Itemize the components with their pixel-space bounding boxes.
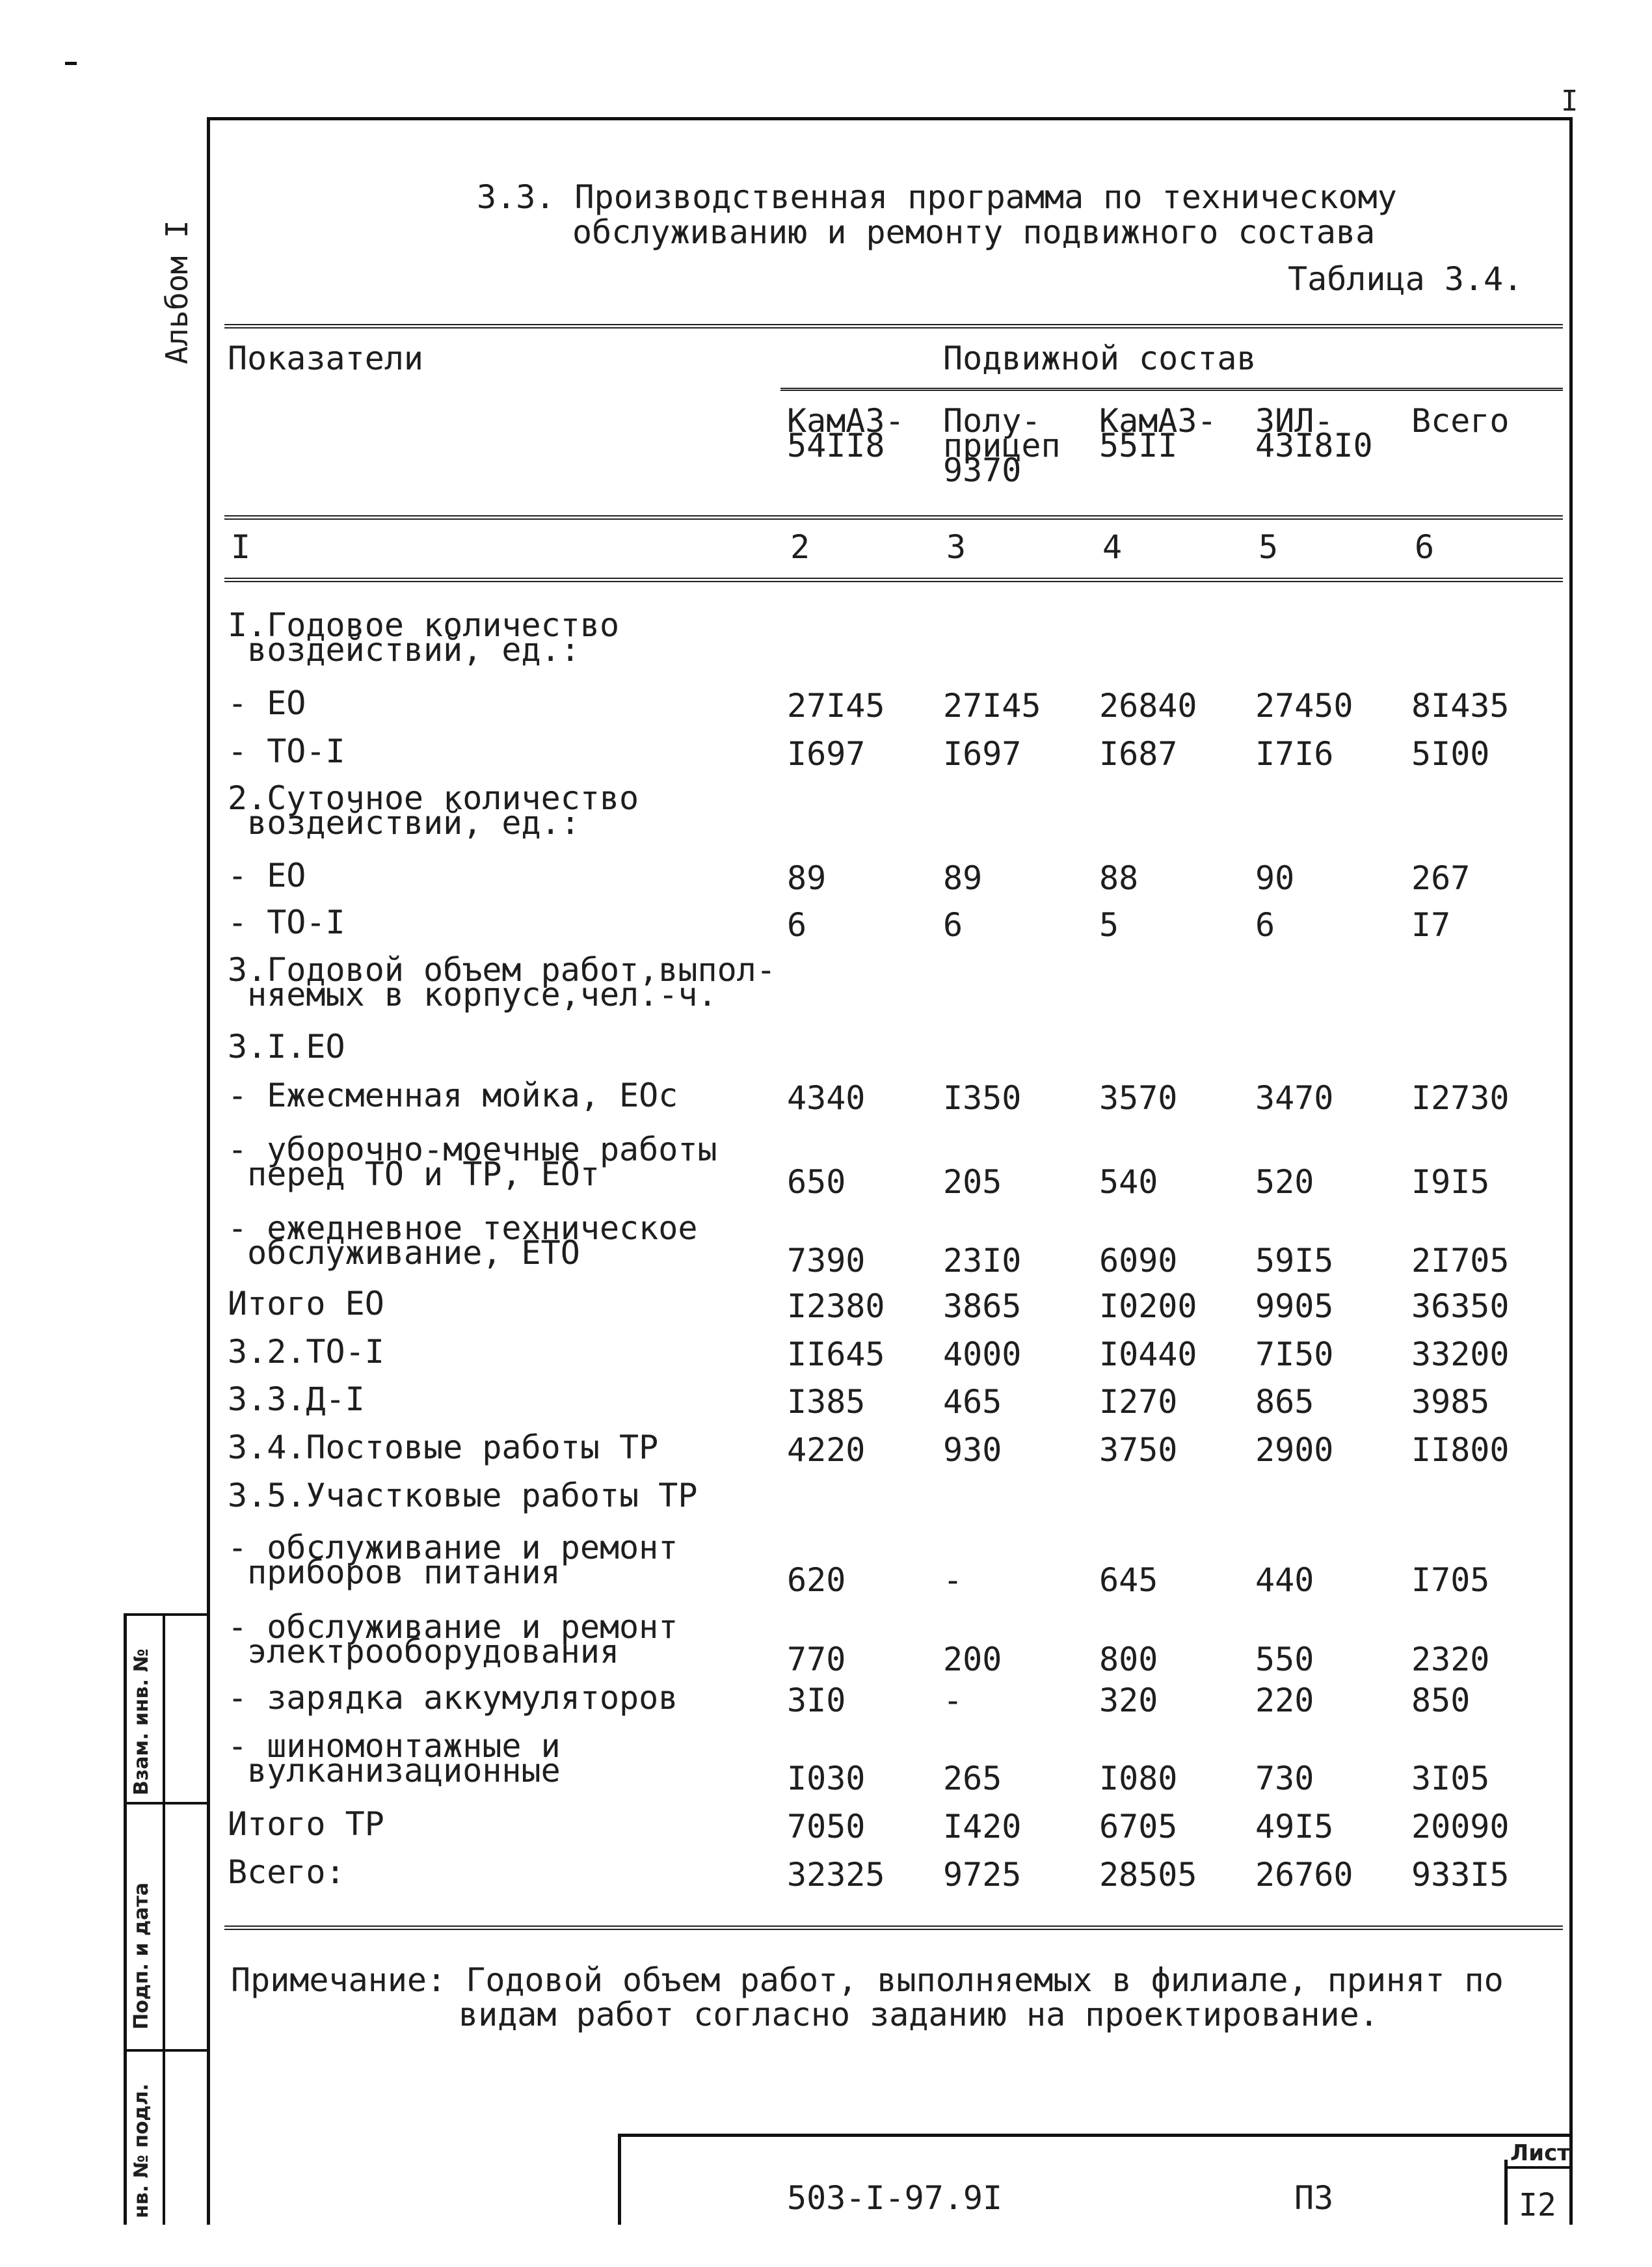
row-label: - уборочно-моечные работы перед ТО и ТР, ЕОт	[228, 1131, 717, 1193]
row-label: 3.Годовой объем работ,выпол- няемых в корпусе,чел.-ч.	[228, 951, 776, 1013]
row-value-col6: 33200	[1411, 1335, 1510, 1373]
col-head-kamaz-5511: КамАЗ- 55II	[1099, 402, 1217, 464]
table-number: Таблица 3.4.	[1288, 260, 1523, 298]
row-value-col3: 3865	[943, 1287, 1022, 1325]
col-number-1: I	[231, 528, 251, 566]
row-value-col3: 9725	[943, 1856, 1022, 1894]
row-value-col5: 7I50	[1255, 1335, 1334, 1373]
col-number-2: 2	[790, 528, 810, 566]
col-head-total: Всего	[1411, 402, 1510, 440]
row-value-col6: 2I705	[1411, 1242, 1510, 1280]
row-value-col4: 320	[1099, 1682, 1158, 1719]
row-value-col3: -	[943, 1561, 963, 1599]
stamp-sheet-divider	[1504, 2166, 1573, 2169]
section-title-line1: 3.3. Производственная программа по техническому	[477, 178, 1397, 216]
row-value-col2: 3I0	[787, 1682, 846, 1719]
row-label: Всего:	[228, 1853, 345, 1891]
row-value-col2: 7050	[787, 1808, 866, 1845]
row-value-col5: 2900	[1255, 1431, 1334, 1469]
row-value-col6: 5I00	[1411, 735, 1490, 773]
row-value-col4: 26840	[1099, 687, 1197, 725]
row-value-col2: II645	[787, 1335, 885, 1373]
album-label: Альбом I	[159, 220, 194, 364]
col-head-kamaz-54118: КамАЗ- 54II8	[787, 402, 905, 464]
row-value-col2: I030	[787, 1760, 866, 1797]
approval-strip-line	[124, 1802, 207, 1804]
row-value-col6: 267	[1411, 859, 1471, 897]
row-value-col6: 2320	[1411, 1641, 1490, 1678]
row-value-col5: 3470	[1255, 1079, 1334, 1117]
row-label: I.Годовое количество воздействий, ед.:	[228, 606, 620, 669]
row-value-col3: 465	[943, 1383, 1002, 1421]
col-number-5: 5	[1259, 528, 1279, 566]
approval-strip-line	[124, 1613, 207, 1616]
strip-label-replacement-inv: Взам. инв. №	[130, 1648, 153, 1795]
col-number-4: 4	[1102, 528, 1123, 566]
row-value-col2: 89	[787, 859, 827, 897]
row-value-col6: I9I5	[1411, 1163, 1490, 1201]
header-group-rolling-stock: Подвижной состав	[943, 340, 1257, 377]
row-value-col4: 88	[1099, 859, 1139, 897]
row-value-col5: 26760	[1255, 1856, 1353, 1894]
row-value-col5: 865	[1255, 1383, 1314, 1421]
table-bottom-rule	[224, 1925, 1563, 1930]
col-head-zil-431810: ЗИЛ- 43I8I0	[1255, 402, 1373, 464]
strip-label-original-inv: нв. № подл.	[130, 2083, 153, 2218]
header-indicators: Показатели	[228, 340, 424, 377]
row-value-col6: I705	[1411, 1561, 1490, 1599]
row-label: - зарядка аккумуляторов	[228, 1679, 678, 1717]
margin-mark	[65, 62, 77, 65]
row-value-col3: 265	[943, 1760, 1002, 1797]
row-label: 2.Суточное количество воздействий, ед.:	[228, 779, 639, 842]
row-value-col3: 6	[943, 906, 963, 944]
row-label: Итого ЕО	[228, 1285, 384, 1322]
row-value-col4: 28505	[1099, 1856, 1197, 1894]
row-value-col6: 3985	[1411, 1383, 1490, 1421]
stamp-sheet-divider	[1504, 2160, 1508, 2225]
row-label: 3.3.Д-I	[228, 1380, 365, 1418]
strip-label-signature-date: Подп. и дата	[130, 1882, 153, 2030]
row-label: - шиномонтажные и вулканизационные	[228, 1727, 561, 1790]
row-value-col2: I697	[787, 735, 866, 773]
row-value-col4: I270	[1099, 1383, 1178, 1421]
header-bottom-rule	[224, 515, 1563, 520]
row-value-col3: I697	[943, 735, 1022, 773]
row-value-col4: 3570	[1099, 1079, 1178, 1117]
row-label: - ЕО	[228, 857, 306, 894]
row-value-col3: 27I45	[943, 687, 1041, 725]
row-value-col2: 620	[787, 1561, 846, 1599]
row-label: - ЕО	[228, 684, 306, 722]
row-value-col2: 4340	[787, 1079, 866, 1117]
row-value-col3: 930	[943, 1431, 1002, 1469]
frame-top-border	[207, 117, 1573, 120]
approval-strip-line	[124, 2049, 207, 2052]
row-value-col4: 6090	[1099, 1242, 1178, 1280]
row-value-col6: 20090	[1411, 1808, 1510, 1845]
row-label: - обслуживание и ремонт приборов питания	[228, 1529, 678, 1591]
frame-right-border	[1569, 117, 1573, 2225]
row-label: 3.4.Постовые работы ТР	[228, 1429, 659, 1466]
note-line2: видам работ согласно заданию на проектирование.	[459, 1996, 1379, 2033]
row-label: - Ежесменная мойка, ЕОс	[228, 1077, 678, 1114]
row-value-col3: I350	[943, 1079, 1022, 1117]
col-number-6: 6	[1415, 528, 1435, 566]
row-label: 3.5.Участковые работы ТР	[228, 1477, 698, 1514]
row-value-col5: 59I5	[1255, 1242, 1334, 1280]
note-line1: Примечание: Годовой объем работ, выполняемых в филиале, принят по	[231, 1961, 1504, 1999]
row-value-col5: 90	[1255, 859, 1295, 897]
row-value-col4: 645	[1099, 1561, 1158, 1599]
sheet-label: Лист	[1510, 2140, 1570, 2166]
row-value-col4: 800	[1099, 1641, 1158, 1678]
row-value-col5: 49I5	[1255, 1808, 1334, 1845]
row-label: 3.I.ЕО	[228, 1028, 345, 1066]
row-value-col3: -	[943, 1682, 963, 1719]
row-value-col4: I080	[1099, 1760, 1178, 1797]
stamp-left-border	[618, 2134, 621, 2225]
row-value-col4: I687	[1099, 735, 1178, 773]
row-value-col2: 27I45	[787, 687, 885, 725]
row-value-col6: 36350	[1411, 1287, 1510, 1325]
row-value-col4: 6705	[1099, 1808, 1178, 1845]
header-sub-rule	[780, 388, 1563, 391]
row-value-col4: I0440	[1099, 1335, 1197, 1373]
row-value-col2: 4220	[787, 1431, 866, 1469]
row-label: - ТО-I	[228, 904, 345, 941]
row-value-col6: I2730	[1411, 1079, 1510, 1117]
row-value-col4: 540	[1099, 1163, 1158, 1201]
row-value-col6: I7	[1411, 906, 1451, 944]
stamp-top-border	[618, 2134, 1573, 2137]
row-value-col3: 23I0	[943, 1242, 1022, 1280]
row-label: - ТО-I	[228, 732, 345, 770]
row-value-col5: 6	[1255, 906, 1275, 944]
row-label: 3.2.ТО-I	[228, 1333, 384, 1371]
row-value-col2: I385	[787, 1383, 866, 1421]
table-top-rule	[224, 324, 1563, 329]
row-value-col5: 440	[1255, 1561, 1314, 1599]
row-label: Итого ТР	[228, 1805, 384, 1843]
row-value-col2: 6	[787, 906, 807, 944]
row-value-col2: 32325	[787, 1856, 885, 1894]
document-code: 503-I-97.9I	[787, 2179, 1003, 2217]
document-section: ПЗ	[1294, 2179, 1334, 2217]
row-value-col5: 550	[1255, 1641, 1314, 1678]
row-value-col5: 730	[1255, 1760, 1314, 1797]
row-value-col2: 7390	[787, 1242, 866, 1280]
row-value-col5: 220	[1255, 1682, 1314, 1719]
row-value-col4: 3750	[1099, 1431, 1178, 1469]
row-value-col3: 89	[943, 859, 983, 897]
row-value-col5: 27450	[1255, 687, 1353, 725]
row-value-col3: 4000	[943, 1335, 1022, 1373]
row-value-col6: II800	[1411, 1431, 1510, 1469]
row-value-col3: I420	[943, 1808, 1022, 1845]
row-value-col6: 933I5	[1411, 1856, 1510, 1894]
row-value-col2: I2380	[787, 1287, 885, 1325]
row-label: - ежедневное техническое обслуживание, ЕТО	[228, 1209, 698, 1272]
row-value-col4: I0200	[1099, 1287, 1197, 1325]
corner-page-mark: I	[1561, 85, 1579, 118]
section-title-line2: обслуживанию и ремонту подвижного состава	[572, 213, 1376, 251]
approval-strip-divider	[163, 1613, 165, 2225]
row-value-col4: 5	[1099, 906, 1119, 944]
row-value-col5: I7I6	[1255, 735, 1334, 773]
numbering-bottom-rule	[224, 578, 1563, 582]
col-head-semitrailer-9370: Полу- прицеп 9370	[943, 402, 1061, 489]
row-value-col6: 8I435	[1411, 687, 1510, 725]
row-label: - обслуживание и ремонт электрооборудования	[228, 1608, 678, 1670]
row-value-col3: 200	[943, 1641, 1002, 1678]
row-value-col2: 770	[787, 1641, 846, 1678]
row-value-col6: 850	[1411, 1682, 1471, 1719]
row-value-col3: 205	[943, 1163, 1002, 1201]
row-value-col5: 520	[1255, 1163, 1314, 1201]
row-value-col5: 9905	[1255, 1287, 1334, 1325]
row-value-col6: 3I05	[1411, 1760, 1490, 1797]
sheet-number: I2	[1519, 2187, 1556, 2223]
row-value-col2: 650	[787, 1163, 846, 1201]
col-number-3: 3	[946, 528, 966, 566]
